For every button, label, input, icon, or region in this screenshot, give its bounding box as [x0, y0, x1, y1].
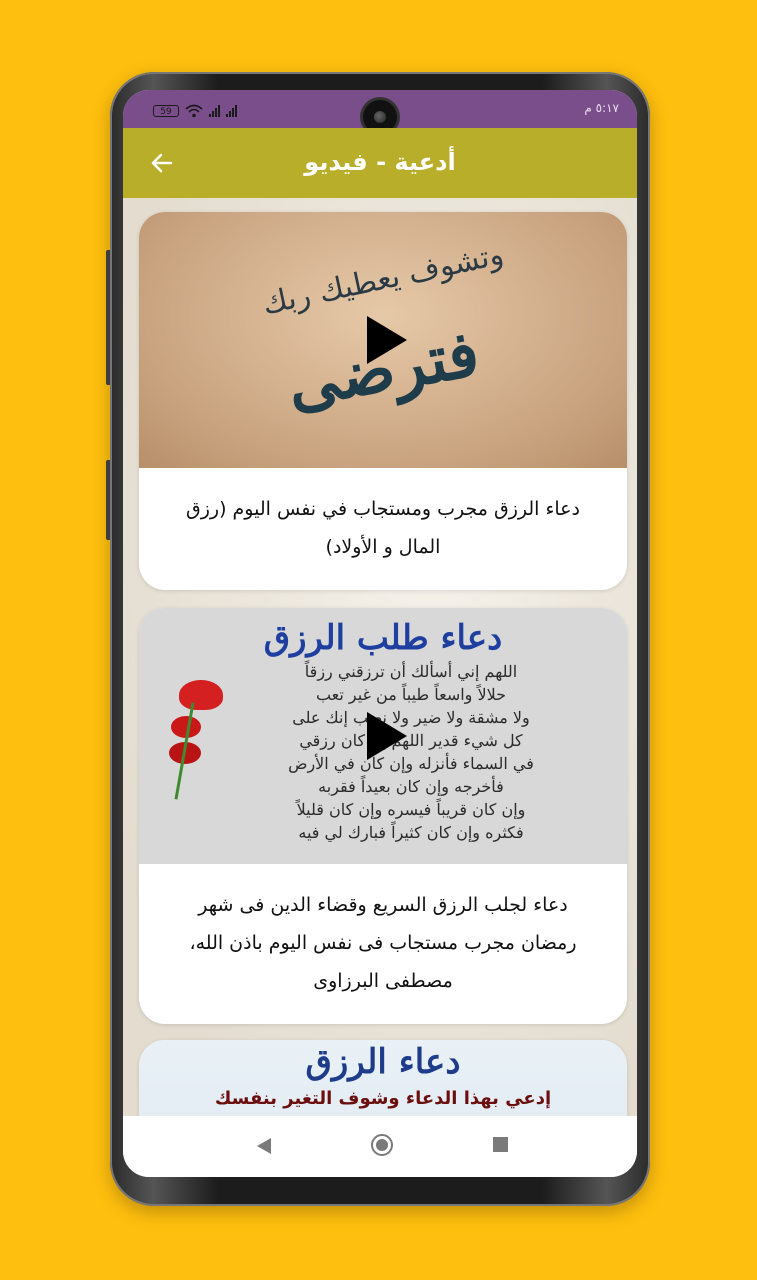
thumbnail-title: دعاء الرزق	[305, 1042, 461, 1082]
video-thumbnail[interactable]	[139, 212, 627, 468]
verse-line: فأخرجه وإن كان بعيداً فقربه	[318, 777, 504, 796]
verse-line: في السماء فأنزله وإن كان في الأرض	[288, 754, 534, 773]
nav-home-icon[interactable]	[371, 1134, 393, 1156]
signal-icon-2	[226, 105, 237, 117]
wifi-icon	[185, 104, 203, 118]
battery-icon: 59	[153, 105, 179, 117]
app-bar	[123, 128, 637, 198]
video-card[interactable]	[139, 212, 627, 590]
verse-line: حلالاً واسعاً طيباً من غير تعب	[315, 685, 507, 704]
video-caption: دعاء الرزق مجرب ومستجاب في نفس اليوم (رزق المال و الأولاد)	[186, 498, 580, 558]
video-thumbnail[interactable]	[139, 1040, 627, 1116]
verse-line: فكثره وإن كان كثيراً فبارك لي فيه	[298, 823, 524, 842]
verse-line: ولا مشقة ولا ضير ولا نصب إنك على	[292, 708, 530, 727]
verse-line: وإن كان قريباً فيسره وإن كان قليلاً	[296, 800, 526, 819]
video-card[interactable]	[139, 1040, 627, 1116]
signal-icon	[209, 105, 220, 117]
thumbnail-verse	[221, 660, 601, 844]
verse-line: اللهم إني أسألك أن ترزقني رزقاً	[304, 662, 518, 681]
video-card[interactable]	[139, 608, 627, 1024]
phone-screen	[123, 90, 637, 1177]
thumbnail-calligraphy-line: وتشوف يعطيك ربك	[259, 236, 507, 323]
status-bar	[123, 90, 637, 128]
nav-back-icon[interactable]	[257, 1138, 271, 1154]
status-time: ٥:١٧ م	[584, 101, 619, 115]
verse-line: كل شيء قدير اللهم إن كان رزقي	[299, 731, 523, 750]
thumbnail-calligraphy-word: فترضى	[281, 315, 485, 424]
video-caption: دعاء لجلب الرزق السريع وقضاء الدين فى شهر رمضان مجرب مستجاب فى نفس اليوم باذن الله، مصطفى البرزاوى	[189, 894, 577, 992]
thumbnail-title: دعاء طلب الرزق	[263, 618, 503, 658]
video-list	[123, 198, 637, 1116]
status-icons	[153, 104, 237, 118]
play-icon[interactable]	[367, 712, 407, 760]
page-title: أدعية - فيديو	[304, 148, 456, 176]
play-icon[interactable]	[367, 316, 407, 364]
video-thumbnail[interactable]	[139, 608, 627, 864]
system-nav-bar	[123, 1116, 637, 1177]
thumbnail-subtitle: إدعي بهذا الدعاء وشوف التغير بنفسك	[214, 1088, 552, 1109]
nav-recents-icon[interactable]	[493, 1137, 508, 1152]
